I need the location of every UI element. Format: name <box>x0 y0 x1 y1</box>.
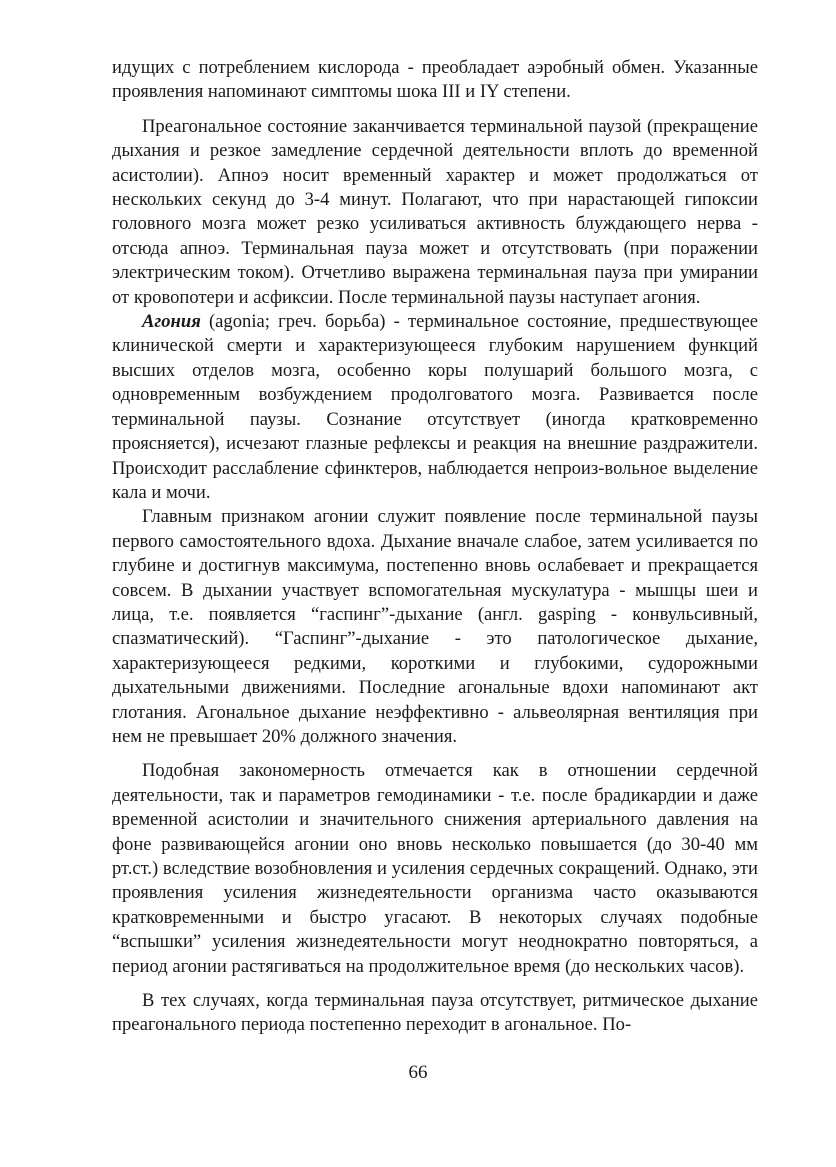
paragraph-2: Преагональное состояние заканчивается терминальной паузой (прекращение дыхания и резкое замедление сердечной деятельности вплоть до временной асистолии). Апноэ носит временный характер и может продолжаться от нескольких секунд до 3-4 минут. Полагают, что при нарастающей гипоксии головного мозга может резко усиливаться активность блуждающего нерва - отсюда апноэ. Терминальная пауза может и отсутствовать (при поражении электрическим током). Отчетливо выражена терминальная пауза при умирании от кровопотери и асфиксии. После терминальной паузы наступает агония. <box>112 115 758 308</box>
paragraph-6: В тех случаях, когда терминальная пауза отсутствует, ритмическое дыхание преагонального периода постепенно переходит в агональное. По- <box>112 990 758 1036</box>
page-number: 66 <box>408 1062 428 1083</box>
term-agonia: Агония <box>142 311 201 333</box>
paragraph-1: идущих с потреблением кислорода - преобладает аэробный обмен. Указанные проявления напоминают симптомы шока III и IY степени. <box>112 57 758 103</box>
page-body <box>112 56 758 1038</box>
paragraph-5: Подобная закономерность отмечается как в отношении сердечной деятельности, так и параметров гемодинамики - т.е. после брадикардии и даже временной асистолии и значительного снижения артериального давления на фоне развивающейся агонии оно вновь несколько повышается (до 30-40 мм рт.ст.) вследствие возобновления и усиления сердечных сокращений. Однако, эти проявления усиления жизнедеятельности организма часто оказываются кратковременными и быстро угасают. В некоторых случаях подобные “вспышки” усиления жизнедеятельности могут неоднократно повторяться, а период агонии растягиваться на продолжительное время (до нескольких часов). <box>112 760 758 977</box>
paragraph-4: Главным признаком агонии служит появление после терминальной паузы первого самостоятельного вдоха. Дыхание вначале слабое, затем усиливается по глубине и достигнув максимума, постепенно вновь ослабевает и прекращается совсем. В дыхании участвует вспомогательная мускулатура - мышцы шеи и лица, т.е. появляется “гаспинг”-дыхание (англ. gasping - конвульсивный, спазматический). “Гаспинг”-дыхание - это патологическое дыхание, характеризующееся редкими, короткими и глубокими, судорожными дыхательными движениями. Последние агональные вдохи напоминают акт глотания. Агональное дыхание неэффективно - альвеолярная вентиляция при нем не превышает 20% должного значения. <box>112 506 758 747</box>
paragraph-3 <box>112 310 758 505</box>
paragraph-3-text: (agonia; греч. борьба) - терминальное состояние, предшествующее клинической смерти и характеризующееся глубоким нарушением функций высших отделов мозга, особенно коры полушарий большого мозга, с одновременным возбуждением продолговатого мозга. Развивается после терминальной паузы. Сознание отсутствует (иногда кратковременно проясняется), исчезают глазные рефлексы и реакция на внешние раздражители. Происходит расслабление сфинктеров, наблюдается непроиз-вольное выделение кала и мочи. <box>112 311 758 503</box>
